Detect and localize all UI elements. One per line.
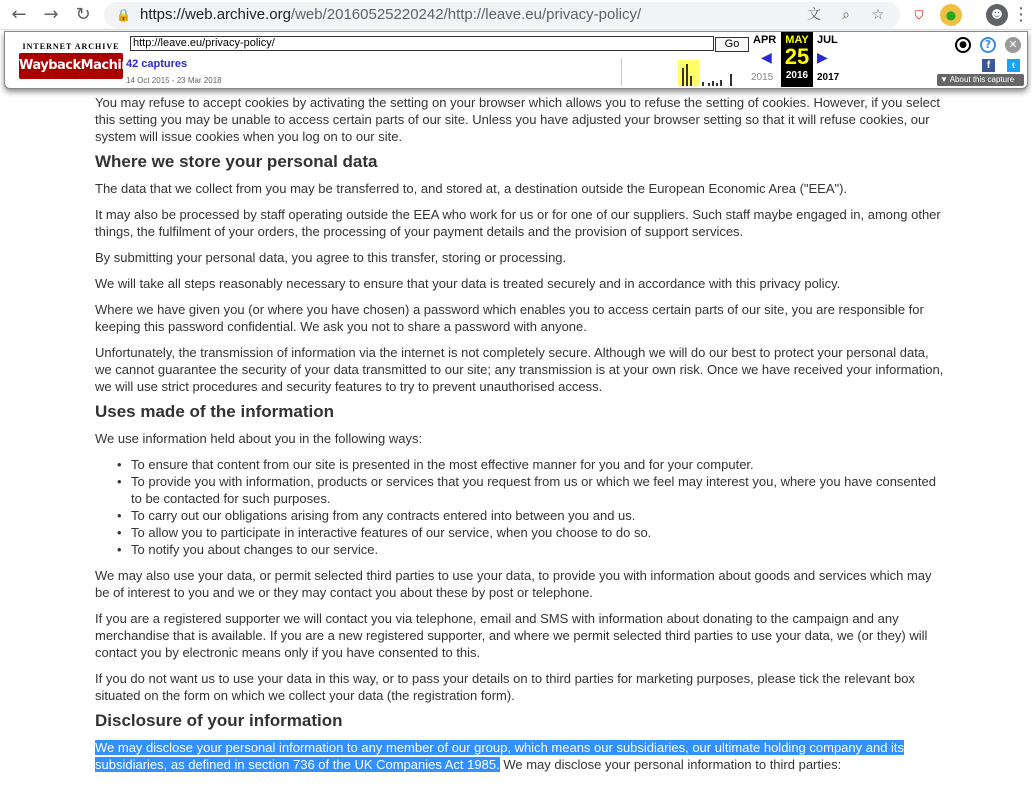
sparkline-bar	[712, 81, 714, 86]
next-year[interactable]: 2017	[817, 72, 840, 83]
forward-icon[interactable]: →	[43, 4, 59, 25]
shield-extension-icon[interactable]: ⛉	[914, 8, 924, 22]
sparkline-bar	[702, 82, 704, 86]
reload-icon[interactable]: ↻	[75, 4, 91, 25]
wayback-toolbar	[4, 31, 1028, 89]
list-item: • To ensure that content from our site is presented in the most effective manner for you and for your computer.	[115, 456, 945, 473]
list-item: • To carry out our obligations arising from any contracts entered into between you and us.	[115, 507, 945, 524]
selected-text: We may disclose your personal information to any member of our group, which means our subsidiaries, our ultimate holding company and its subsidiaries, as defined in section 736 of the UK Companies Act 1985.	[95, 740, 905, 772]
sparkline-bar	[716, 83, 718, 86]
list-item: • To allow you to participate in interactive features of our service, when you choose to do so.	[115, 524, 945, 541]
sparkline-bar	[730, 74, 732, 86]
sparkline-bar	[708, 83, 710, 86]
cookies-paragraph: You may refuse to accept cookies by activating the setting on your browser which allows you to refuse the setting of cookies. However, if you select this setting you may be unable to access certain parts of our site. Unless you have adjusted your browser setting so that it will refuse cookies, our system will issue cookies when you log on to our site.	[95, 95, 940, 144]
current-day: 25	[784, 44, 810, 69]
close-icon[interactable]: ✕	[1005, 37, 1021, 53]
capture-sparkline[interactable]	[621, 58, 746, 86]
url-host: https://web.archive.org	[140, 6, 291, 23]
logo-internet-archive: INTERNET ARCHIVE	[22, 42, 120, 51]
wayback-logo[interactable]	[19, 42, 139, 82]
twitter-icon[interactable]: t	[1007, 59, 1020, 72]
url-path: /web/20160525220242/http://leave.eu/privacy-policy/	[290, 6, 642, 23]
list-item: • To provide you with information, products or services that you request from us or which we feel may interest you, where you have consented to be contacted for such purposes.	[115, 473, 945, 507]
help-icon[interactable]: ?	[980, 37, 996, 53]
prev-month[interactable]: APR	[753, 34, 777, 46]
prev-arrow-icon[interactable]: ◀	[761, 50, 772, 66]
url-text[interactable]	[140, 6, 641, 23]
prev-year[interactable]: 2015	[751, 72, 774, 83]
logo-wayback-machine: WaybackMachine	[19, 53, 123, 79]
sparkline-bar	[686, 64, 688, 86]
bookmark-star-icon[interactable]: ☆	[871, 7, 885, 23]
store-paragraph-1: The data that we collect from you may be transferred to, and stored at, a destination outside the European Economic Area ("EEA").	[95, 181, 848, 196]
facebook-icon[interactable]: f	[982, 59, 995, 72]
disclosure-rest: We may disclose your personal information to third parties:	[499, 757, 842, 772]
extension-icon[interactable]: ●	[940, 4, 962, 26]
wayback-url-input[interactable]: http://leave.eu/privacy-policy/	[130, 36, 714, 51]
list-item: • To notify you about changes to our service.	[115, 541, 945, 558]
about-capture-label: About this capture	[949, 75, 1015, 84]
menu-kebab-icon[interactable]: ⋮	[1012, 4, 1030, 25]
uses-list	[115, 456, 945, 558]
current-capture	[781, 32, 813, 87]
heading-store-data: Where we store your personal data	[95, 152, 378, 171]
uses-paragraph-2: We may also use your data, or permit selected third parties to use your data, to provide you with information about goods and services which may be of interest to you and we or they may contact you about these by post or telephone.	[95, 568, 932, 600]
capture-range: 14 Oct 2015 - 23 Mar 2018	[126, 76, 222, 85]
sparkline-bar	[690, 76, 692, 86]
current-year: 2016	[785, 70, 809, 81]
user-icon[interactable]: ●	[955, 37, 971, 53]
store-paragraph-3: By submitting your personal data, you agree to this transfer, storing or processing.	[95, 250, 567, 265]
address-bar[interactable]	[104, 2, 900, 28]
next-month[interactable]: JUL	[817, 34, 838, 46]
sparkline-bar	[720, 80, 722, 86]
store-paragraph-2: It may also be processed by staff operating outside the EEA who work for us or for one of our suppliers. Such staff maybe engaged in, among other things, the fulfilment of your orders, the processing of your payment details and the provision of support services.	[95, 207, 941, 239]
zoom-icon[interactable]: ⌕	[842, 7, 850, 23]
store-paragraph-5: Where we have given you (or where you have chosen) a password which enables you to access certain parts of our site, you are responsible for keeping this password confidential. We ask you not to share a password with anyone.	[95, 302, 924, 334]
uses-paragraph-3: If you are a registered supporter we will contact you via telephone, email and SMS with information about donating to the campaign and any merchandise that is available. If you are a new registered supporter, and where we permit selected third parties to use your data, we (or they) will contact you by electronic means only if you have consented to this.	[95, 611, 928, 660]
next-arrow-icon[interactable]: ▶	[817, 50, 828, 66]
uses-paragraph-4: If you do not want us to use your data in this way, or to pass your details on to third parties for marketing purposes, please tick the relevant box situated on the form on which we collect your data (the registration form).	[95, 671, 915, 703]
store-paragraph-4: We will take all steps reasonably necessary to ensure that your data is treated securely and in accordance with this privacy policy.	[95, 276, 841, 291]
profile-avatar-icon[interactable]: ☻	[986, 4, 1008, 26]
captures-link[interactable]: 42 captures	[126, 58, 188, 70]
browser-toolbar	[0, 0, 1032, 30]
uses-paragraph-1: We use information held about you in the following ways:	[95, 431, 423, 446]
about-capture-button[interactable]	[937, 74, 1024, 86]
heading-disclosure: Disclosure of your information	[95, 711, 343, 730]
disclosure-paragraph	[95, 739, 945, 773]
current-month: MAY	[785, 34, 809, 46]
sparkline-bar	[682, 68, 684, 86]
store-paragraph-6: Unfortunately, the transmission of information via the internet is not completely secure. Although we will do our best to protect your personal data, we cannot guarantee the security of your data transmitted to our site; any transmission is at your own risk. Once we have received your information, we will use strict procedures and security features to try to prevent unauthorised access.	[95, 345, 944, 394]
heading-uses: Uses made of the information	[95, 402, 334, 421]
caret-down-icon: ▼	[940, 75, 948, 84]
lock-icon[interactable]: 🔒	[116, 8, 131, 22]
go-button[interactable]: Go	[715, 37, 749, 52]
translate-icon[interactable]: 文	[807, 7, 821, 23]
back-icon[interactable]: ←	[11, 4, 27, 25]
